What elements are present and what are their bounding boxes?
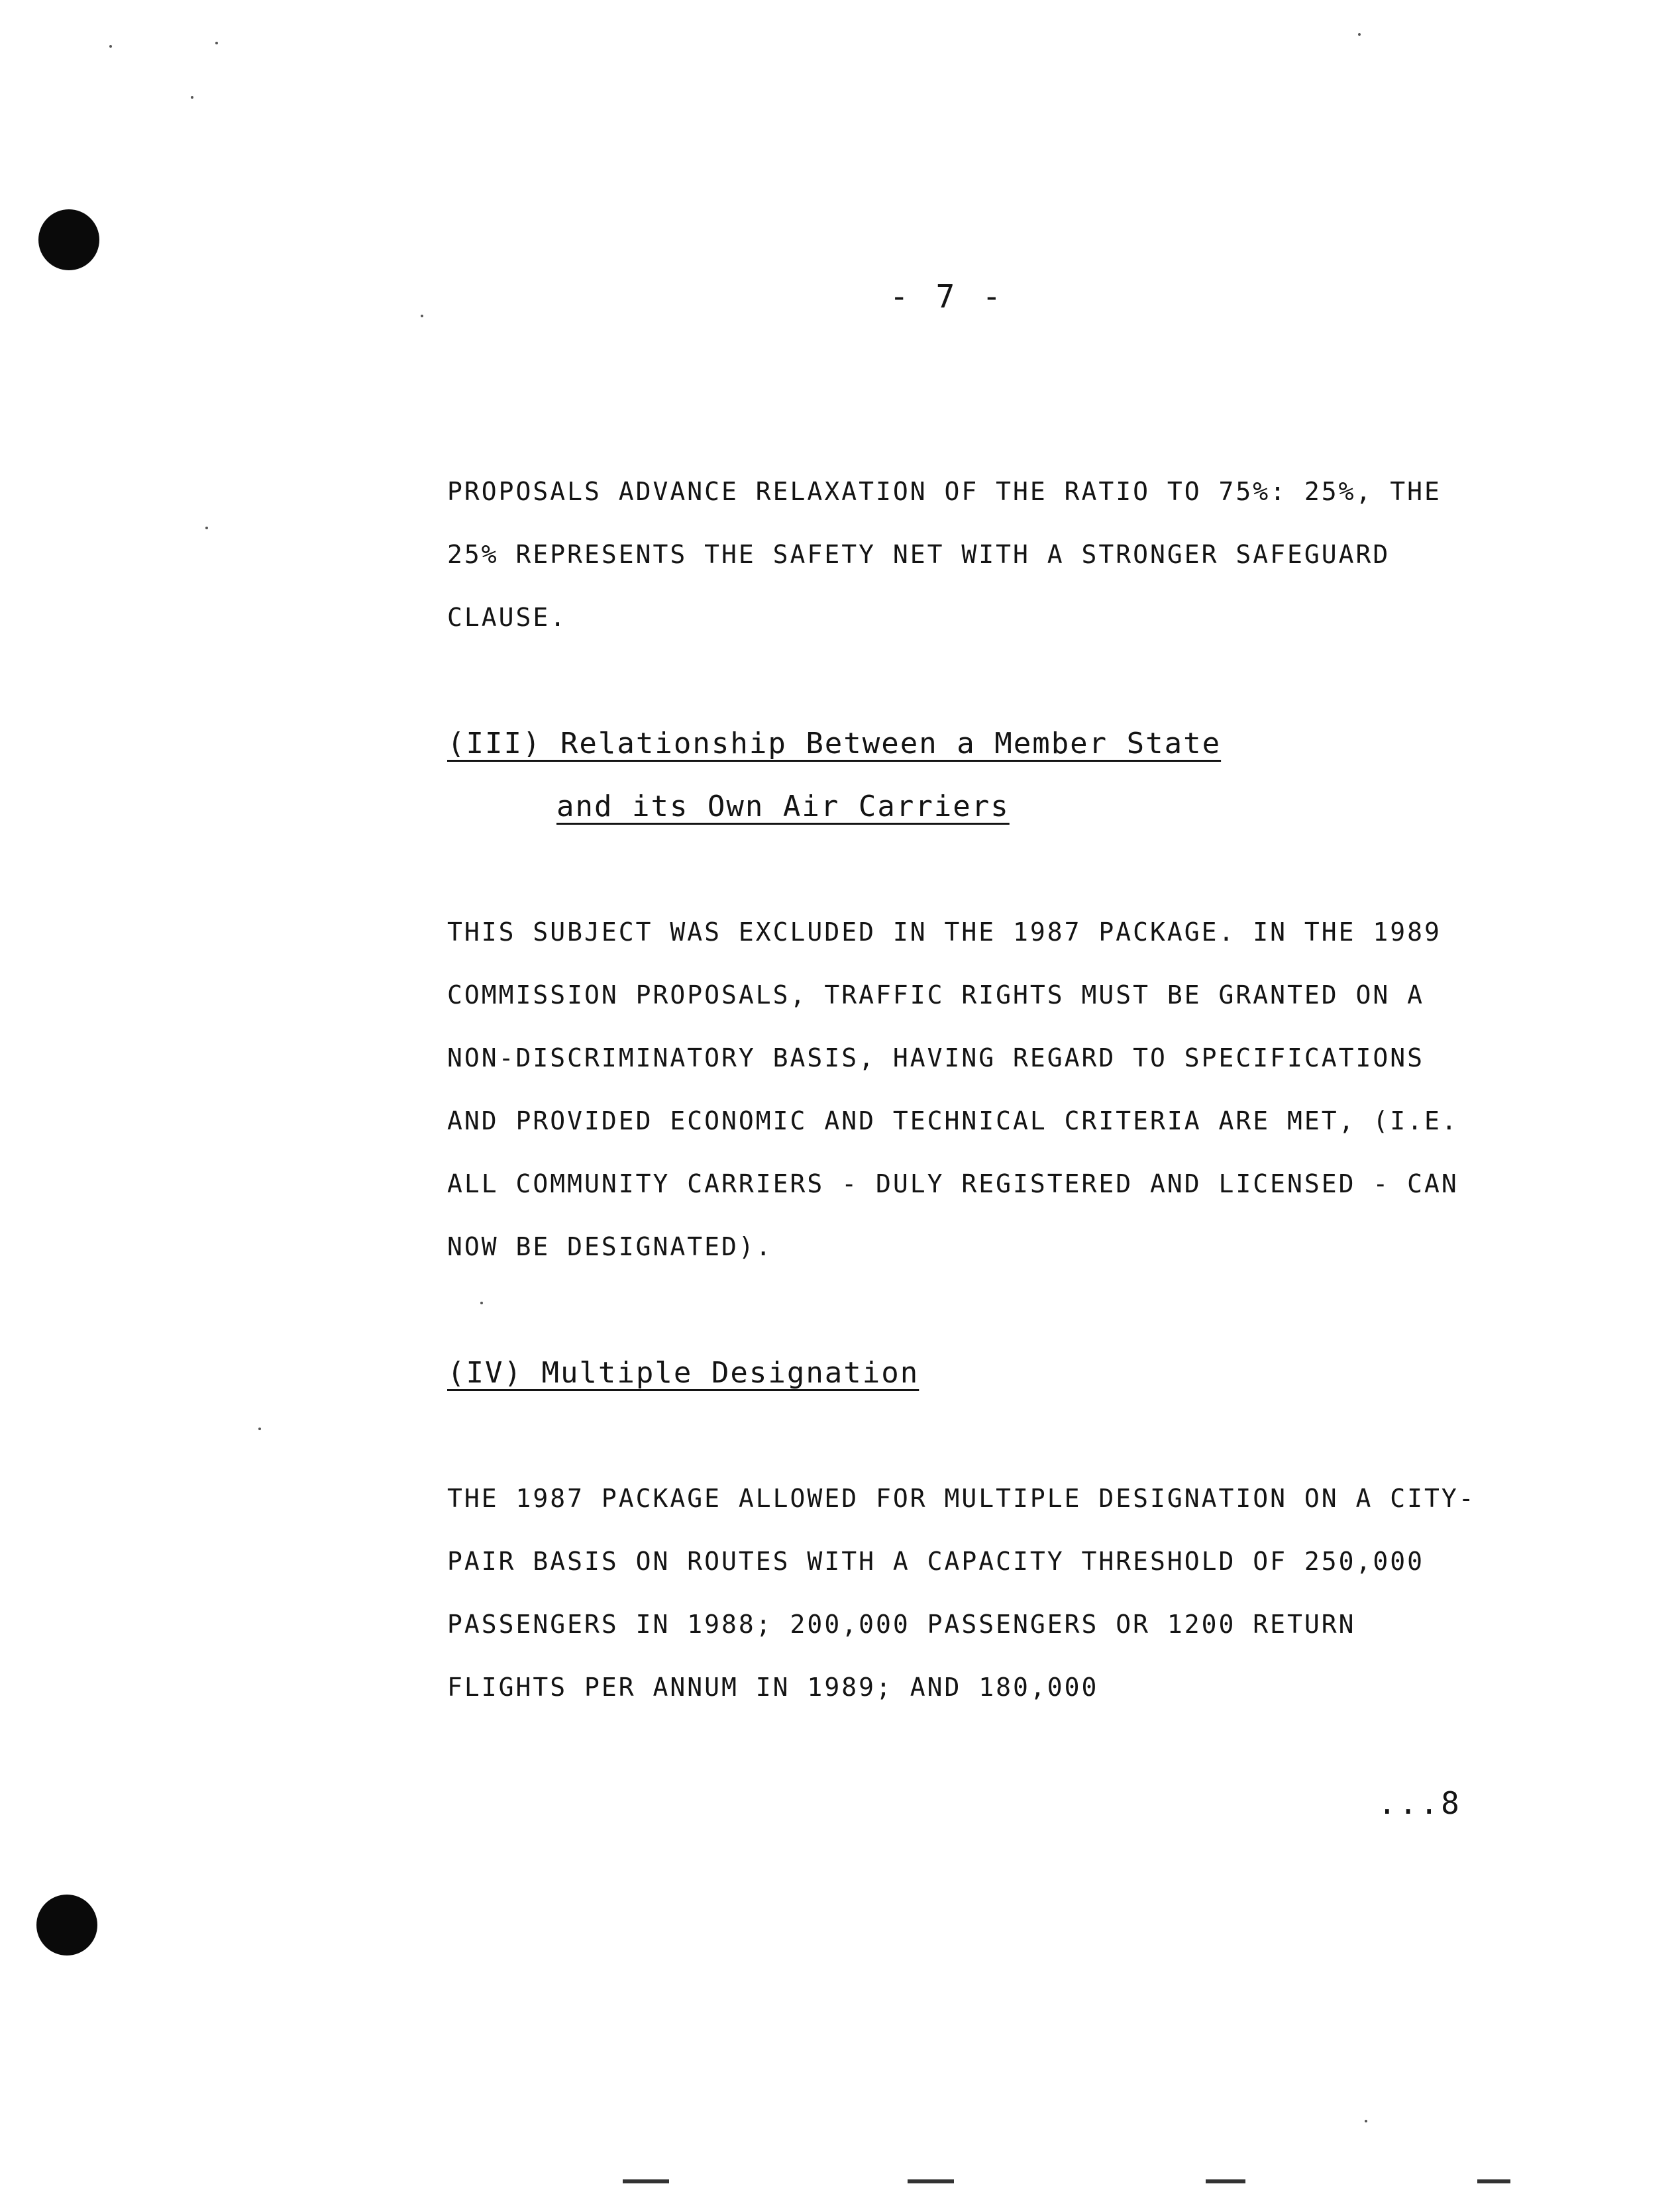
scan-edge-mark xyxy=(908,2179,954,2183)
section-heading-iv-text: (IV) Multiple Designation xyxy=(447,1356,919,1390)
scan-speck xyxy=(480,1302,483,1304)
scan-edge-mark xyxy=(623,2179,669,2183)
section-heading-iii-line1: (III) Relationship Between a Member State xyxy=(447,727,1222,760)
paragraph-multiple-designation: THE 1987 PACKAGE ALLOWED FOR MULTIPLE DESIGNATION ON A CITY-PAIR BASIS ON ROUTES WITH A CAPACITY THRESHOLD OF 250,000 PASSENGERS IN 1988; 200,000 PASSENGERS OR 1200 RETURN FLIGHTS PER ANNUM IN 1989; AND 180,000 xyxy=(447,1484,1476,1702)
section-heading-iv xyxy=(447,1341,919,1404)
scan-edge-mark xyxy=(1477,2179,1510,2183)
scan-speck xyxy=(1358,33,1361,36)
scan-speck xyxy=(258,1428,261,1430)
paragraph-relationship: THIS SUBJECT WAS EXCLUDED IN THE 1987 PACKAGE. IN THE 1989 COMMISSION PROPOSALS, TRAFFIC RIGHTS MUST BE GRANTED ON A NON-DISCRIMINATORY BASIS, HAVING REGARD TO SPECIFICATIONS AND PROVIDED ECONOMIC AND TECHNICAL CRITERIA ARE MET, (I.E. ALL COMMUNITY CARRIERS - DULY REGISTERED AND LICENSED - CAN NOW BE DESIGNATED). xyxy=(447,917,1459,1261)
scan-speck xyxy=(205,527,208,529)
scan-speck xyxy=(215,42,218,44)
section-heading-iii-continued xyxy=(556,775,1010,838)
scan-edge-mark xyxy=(1206,2179,1245,2183)
scan-speck xyxy=(109,45,112,48)
scan-speck xyxy=(191,96,193,99)
page-number: - 7 - xyxy=(889,278,1006,315)
scan-speck xyxy=(421,315,423,317)
punch-hole-top xyxy=(38,209,99,270)
paragraph-ratio: PROPOSALS ADVANCE RELAXATION OF THE RATIO TO 75%: 25%, THE 25% REPRESENTS THE SAFETY NET WITH A STRONGER SAFEGUARD CLAUSE. xyxy=(447,477,1442,632)
punch-hole-bottom xyxy=(36,1895,97,1955)
continuation-marker: ...8 xyxy=(1378,1785,1462,1821)
section-heading-iii xyxy=(447,712,1221,775)
section-heading-iii-line2: and its Own Air Carriers xyxy=(556,790,1010,823)
scan-speck xyxy=(1365,2120,1367,2122)
